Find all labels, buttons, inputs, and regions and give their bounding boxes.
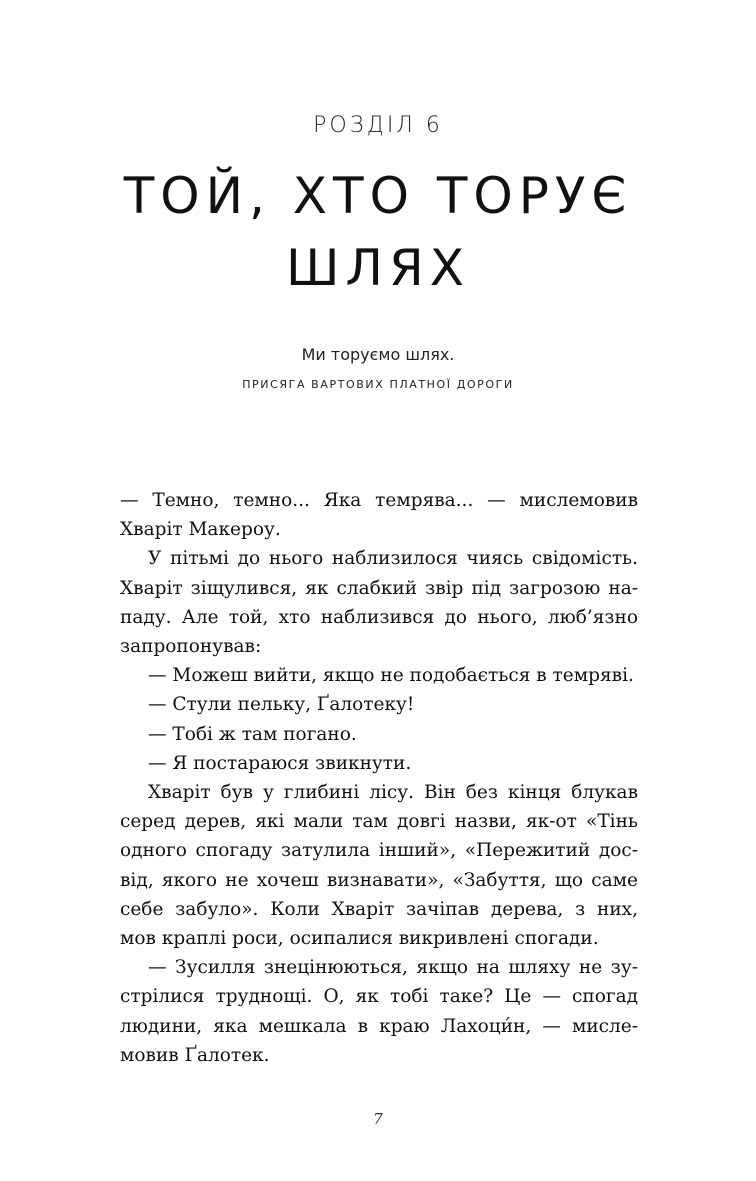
text-line: людини, яка мешкала в краю Лахоци́н, — мисле-	[120, 1015, 638, 1037]
text-line: — Зусилля знецінюються, якщо на шляху не зу-	[148, 957, 638, 979]
text-line: одного спогаду затулила інший», «Пережитий дос-	[120, 840, 638, 862]
page-number: 7	[373, 1110, 383, 1128]
text-line: — Стули пельку, Ґалотеку!	[148, 694, 415, 716]
text-line: Хваріт був у глибині лісу. Він без кінця блукав	[148, 782, 638, 804]
text-line: У пітьмі до нього наблизилося чиясь свідомість.	[148, 548, 638, 570]
chapter-title	[0, 160, 756, 304]
chapter-label: РОЗДІЛ 6	[313, 113, 443, 138]
text-line: паду. Але той, хто наблизився до нього, люб’язно	[120, 606, 638, 628]
text-line: — Я постараюся звикнути.	[148, 752, 412, 774]
text-line: — Тобі ж там погано.	[148, 723, 357, 745]
text-line: від, якого не хочеш визнавати», «Забуття, що саме	[120, 869, 638, 891]
text-line: мов краплі роси, осипалися викривлені спогади.	[120, 928, 599, 950]
chapter-title-line: ТОЙ, ХТО ТОРУЄ	[123, 167, 633, 225]
text-line: серед дерев, які мали там довгі назви, як-от «Тінь	[120, 811, 638, 833]
text-line: Хваріт зіщулився, як слабкий звір під загрозою на-	[120, 577, 638, 599]
body-text	[120, 486, 638, 1070]
text-line: мовив Ґалотек.	[120, 1044, 270, 1066]
epigraph-source: ПРИСЯГА ВАРТОВИХ ПЛАТНОЇ ДОРОГИ	[242, 378, 514, 391]
text-line: стрілися труднощі. О, як тобі таке? Це — спогад	[120, 986, 638, 1008]
text-line: Хваріт Макероу.	[120, 519, 281, 541]
text-line: — Темно, темно... Яка темрява... — мислемовив	[120, 490, 638, 511]
chapter-title-line: ШЛЯХ	[285, 239, 471, 297]
text-line: себе забуло». Коли Хваріт зачіпав дерева, з них,	[120, 898, 638, 920]
text-line: запропонував:	[120, 636, 262, 658]
text-line: — Можеш вийти, якщо не подобається в темряві.	[148, 665, 634, 687]
epigraph: Ми торуємо шлях.	[301, 345, 455, 364]
